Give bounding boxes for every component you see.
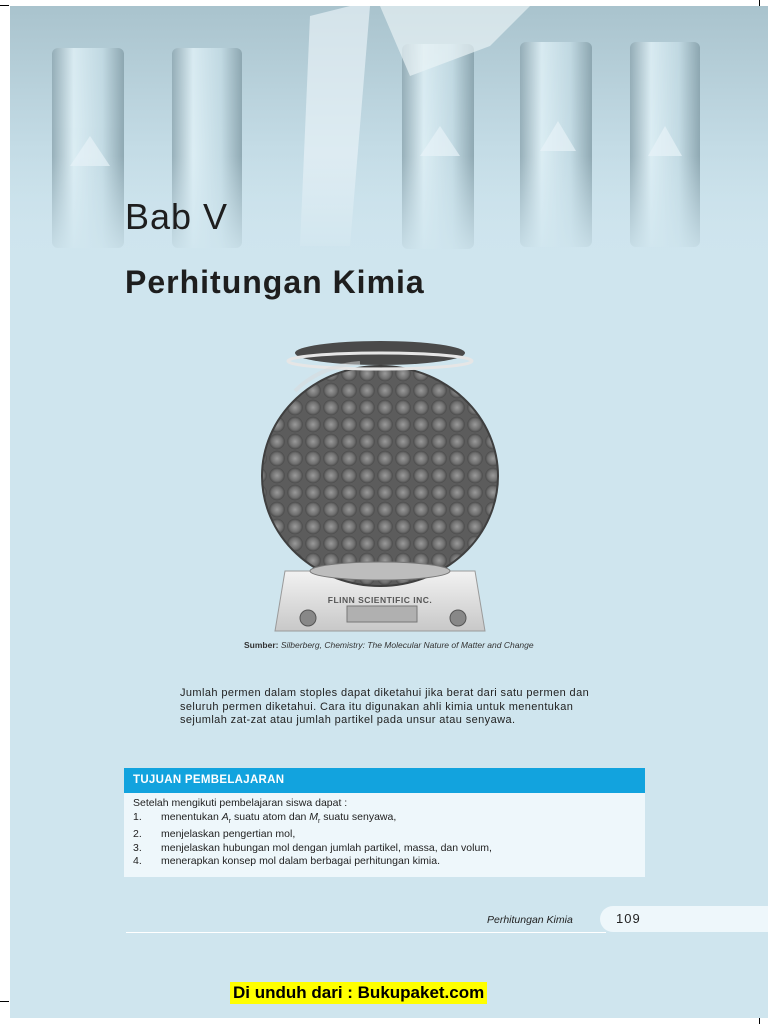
caption-source-label: Sumber:: [244, 640, 279, 650]
objective-item: [133, 855, 645, 869]
objective-text-part: menentukan: [161, 810, 222, 823]
chapter-title: Perhitungan Kimia: [125, 264, 425, 300]
symbol-subscript: r: [228, 817, 232, 825]
scale-brand-label: FLINN SCIENTIFIC INC.: [327, 595, 433, 605]
intro-paragraph: Jumlah permen dalam stoples dapat diketahui jika berat dari satu permen dan seluruh permen diketahui. Cara itu digunakan ahli kimia untuk menentukan sejumlah zat-zat atau jumlah partikel pada unsur atau senyawa.: [180, 687, 590, 726]
objective-text-part: suatu atom dan: [231, 810, 310, 823]
objectives-header: TUJUAN PEMBELAJARAN: [124, 768, 645, 793]
objective-text: menjelaskan pengertian mol,: [161, 828, 296, 841]
relative-molecular-mass-symbol: M: [309, 810, 319, 823]
photo-caption: [244, 640, 534, 650]
objective-number: 1.: [133, 810, 142, 823]
running-footer-title: Perhitungan Kimia: [487, 914, 573, 926]
objective-text: [161, 811, 396, 829]
objective-number: 2.: [133, 828, 142, 841]
objective-text-part: suatu senyawa,: [320, 810, 397, 823]
objective-number: 3.: [133, 841, 142, 854]
objectives-lead: Setelah mengikuti pembelajaran siswa dapat :: [133, 797, 348, 809]
objective-number: 4.: [133, 855, 142, 868]
objective-item: [133, 828, 645, 842]
crop-mark: [0, 5, 9, 6]
book-page: [10, 6, 768, 1018]
footer-divider: [126, 932, 606, 933]
crop-mark: [0, 1001, 9, 1002]
objective-item: [133, 811, 645, 829]
download-source-banner: Di unduh dari : Bukupaket.com: [230, 982, 487, 1004]
candy-jar-on-scale-photo: [250, 331, 510, 641]
objective-item: [133, 842, 645, 856]
relative-atomic-mass-symbol: A: [221, 810, 229, 823]
learning-objectives-box: [124, 768, 645, 877]
page-number: 109: [616, 911, 641, 926]
symbol-subscript: r: [318, 817, 321, 825]
crop-mark: [759, 1018, 760, 1024]
chapter-number: Bab V: [125, 196, 229, 237]
objective-text: menjelaskan hubungan mol dengan jumlah partikel, massa, dan volum,: [161, 841, 492, 854]
objectives-body: [124, 793, 645, 869]
objective-text: menerapkan konsep mol dalam berbagai perhitungan kimia.: [161, 855, 440, 868]
test-tubes-banner-image: [10, 6, 768, 266]
caption-source-text: Silberberg, Chemistry: The Molecular Nature of Matter and Change: [280, 640, 534, 650]
